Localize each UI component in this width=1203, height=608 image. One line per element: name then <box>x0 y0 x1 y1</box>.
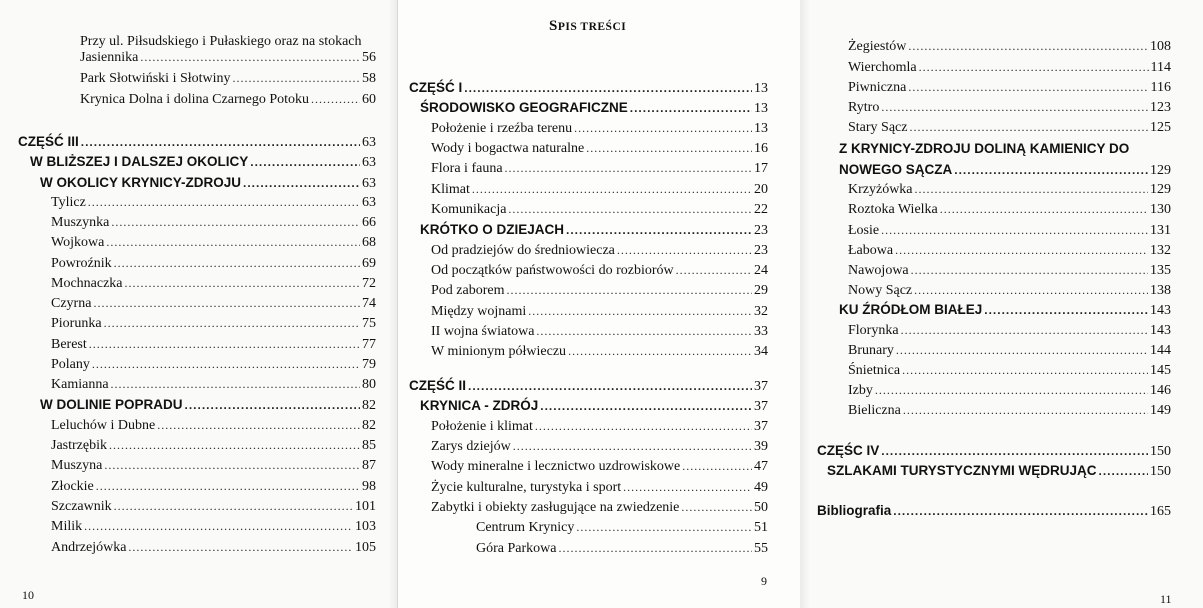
toc-entry-page: 55 <box>754 541 768 556</box>
toc-entry-label: Jasiennika <box>80 50 139 65</box>
toc-entry-label: Wojkowa <box>51 235 105 250</box>
toc-entry <box>431 304 768 324</box>
dot-leader <box>468 379 752 393</box>
toc-entry-label: Bieliczna <box>848 403 901 418</box>
toc-entry-page: 37 <box>754 399 768 414</box>
dot-leader <box>472 182 752 197</box>
toc-entry <box>848 39 1171 59</box>
toc-entry-label: SZLAKAMI TURYSTYCZNYMI WĘDRUJĄC <box>827 463 1097 478</box>
toc-entry-page: 101 <box>355 499 376 514</box>
dot-leader <box>908 80 1148 95</box>
toc-entry-page: 145 <box>1150 363 1171 378</box>
toc-entry-label: Krynica Dolna i dolina Czarnego Potoku <box>80 92 310 107</box>
toc-entry-label: Życie kulturalne, turystyka i sport <box>431 480 622 495</box>
toc-entry-label: Muszyna <box>51 458 103 473</box>
toc-entry-label: CZĘŚĆ III <box>18 134 79 149</box>
middle-page <box>397 0 801 608</box>
dot-leader <box>311 92 360 107</box>
toc-entry <box>848 283 1171 303</box>
toc-entry-page: 143 <box>1150 303 1171 318</box>
toc-entry-page: 32 <box>754 304 768 319</box>
dot-leader <box>682 459 752 474</box>
dot-leader <box>104 316 360 331</box>
toc-entry-label: CZĘŚC IV <box>817 443 880 458</box>
page-title-rest: PIS TREŚCI <box>557 21 627 33</box>
page-number: 10 <box>22 588 34 602</box>
toc-entry <box>80 92 376 112</box>
toc-section-entry <box>839 302 1171 322</box>
toc-entry <box>51 235 376 255</box>
toc-entry <box>51 377 376 397</box>
toc-entry-page: 63 <box>362 135 376 150</box>
toc-entry <box>848 80 1171 100</box>
toc-entry-label: CZĘŚĆ I <box>409 80 463 95</box>
toc-entry-page: 23 <box>754 243 768 258</box>
toc-entry-page: 68 <box>362 235 376 250</box>
toc-entry-page: 37 <box>754 379 768 394</box>
toc-entry <box>51 540 376 560</box>
toc-entry-page: 16 <box>754 141 768 156</box>
dot-leader <box>623 480 752 495</box>
toc-entry-label: Góra Parkowa <box>476 541 557 556</box>
dot-leader <box>895 243 1148 258</box>
toc-section-entry <box>420 100 768 120</box>
toc-section-entry <box>40 397 376 417</box>
dot-leader <box>96 479 360 494</box>
toc-entry-label: Rytro <box>848 100 880 115</box>
toc-entry <box>431 121 768 141</box>
toc-entry-label: Muszynka <box>51 215 110 230</box>
toc-entry <box>848 100 1171 120</box>
toc-section-entry <box>409 80 768 100</box>
toc-entry <box>431 141 768 161</box>
toc-section-entry <box>420 398 768 418</box>
toc-entry-label: W DOLINIE POPRADU <box>40 397 183 412</box>
toc-entry <box>431 324 768 344</box>
dot-leader <box>896 343 1148 358</box>
toc-entry-page: 47 <box>754 459 768 474</box>
toc-entry-page: 56 <box>362 50 376 65</box>
toc-entry-page: 82 <box>362 418 376 433</box>
toc-entry-page: 13 <box>754 101 768 116</box>
toc-section-entry <box>40 175 376 195</box>
toc-entry-page: 13 <box>754 81 768 96</box>
dot-leader <box>909 120 1148 135</box>
toc-entry-page: 51 <box>754 520 768 535</box>
toc-entry-page: 69 <box>362 256 376 271</box>
dot-leader <box>250 155 360 169</box>
toc-entry-page: 114 <box>1150 60 1171 75</box>
toc-entry-label: Milik <box>51 519 83 534</box>
dot-leader <box>535 419 752 434</box>
toc-entry <box>431 283 768 303</box>
dot-leader <box>140 50 360 65</box>
toc-entry <box>431 439 768 459</box>
dot-leader <box>513 439 752 454</box>
page-number: 11 <box>1160 592 1172 606</box>
toc-entry-page: 105 <box>355 540 376 555</box>
toc-entry <box>848 60 1171 80</box>
toc-entry-page: 129 <box>1150 182 1171 197</box>
dot-leader <box>919 60 1149 75</box>
dot-leader <box>243 176 360 190</box>
toc-entry-label: ŚRODOWISKO GEOGRAFICZNE <box>420 100 628 115</box>
toc-entry <box>431 459 768 479</box>
toc-entry-label: NOWEGO SĄCZA <box>839 162 953 177</box>
toc-entry-page: 165 <box>1150 504 1171 519</box>
toc-entry-label: Złockie <box>51 479 94 494</box>
toc-entry <box>431 500 768 520</box>
toc-entry-label: Komunikacja <box>431 202 507 217</box>
toc-entry-label: Wody mineralne i lecznictwo uzdrowiskowe <box>431 459 681 474</box>
toc-entry-label: Klimat <box>431 182 470 197</box>
toc-entry-page: 129 <box>1150 163 1171 178</box>
dot-leader <box>125 276 360 291</box>
toc-entry-page: 58 <box>362 71 376 86</box>
toc-entry-label: Nowy Sącz <box>848 283 913 298</box>
toc-entry-page: 63 <box>362 176 376 191</box>
toc-entry-label: Kamianna <box>51 377 109 392</box>
toc-entry-label: Wody i bogactwa naturalne <box>431 141 585 156</box>
toc-entry-label: Czyrna <box>51 296 92 311</box>
dot-leader <box>940 202 1148 217</box>
page-title <box>549 18 626 35</box>
toc-section-entry <box>817 503 1171 523</box>
toc-entry-page: 103 <box>355 519 376 534</box>
toc-entry-label: KRÓTKO O DZIEJACH <box>420 222 565 237</box>
dot-leader <box>903 403 1148 418</box>
toc-entry-page: 130 <box>1150 202 1171 217</box>
dot-leader <box>881 223 1148 238</box>
toc-entry <box>51 276 376 296</box>
toc-entry-page: 13 <box>754 121 768 136</box>
toc-entry-page: 60 <box>362 92 376 107</box>
toc-entry <box>51 195 376 215</box>
toc-entry <box>51 438 376 458</box>
toc-entry-label: Położenie i rzeźba terenu <box>431 121 573 136</box>
toc-entry-label: W BLIŻSZEJ I DALSZEJ OKOLICY <box>30 154 249 169</box>
dot-leader <box>881 444 1148 458</box>
toc-entry <box>431 263 768 283</box>
toc-entry-label: Piorunka <box>51 316 102 331</box>
toc-entry <box>476 541 768 561</box>
toc-entry-page: 75 <box>362 316 376 331</box>
toc-entry-page: 33 <box>754 324 768 339</box>
toc-entry-label: Śnietnica <box>848 363 901 378</box>
toc-intro-line: Przy ul. Piłsudskiego i Pułaskiego oraz na stokach <box>80 34 362 49</box>
toc-entry-label: Pod zaborem <box>431 283 505 298</box>
toc-entry-page: 20 <box>754 182 768 197</box>
left-page <box>0 0 397 608</box>
toc-entry-page: 149 <box>1150 403 1171 418</box>
toc-entry <box>51 296 376 316</box>
toc-entry-label: Berest <box>51 337 87 352</box>
toc-entry-page: 108 <box>1150 39 1171 54</box>
toc-entry <box>431 480 768 500</box>
toc-entry <box>848 383 1171 403</box>
toc-entry-label: II wojna światowa <box>431 324 535 339</box>
toc-section-entry <box>817 443 1171 463</box>
toc-entry <box>431 243 768 263</box>
toc-entry <box>848 323 1171 343</box>
dot-leader <box>681 500 752 515</box>
dot-leader <box>185 398 360 412</box>
toc-entry-page: 63 <box>362 195 376 210</box>
toc-entry-page: 135 <box>1150 263 1171 278</box>
toc-entry-label: Flora i fauna <box>431 161 503 176</box>
toc-entry-label: Stary Sącz <box>848 120 908 135</box>
toc-entry-label: Nawojowa <box>848 263 909 278</box>
toc-section-entry <box>18 134 376 154</box>
toc-entry-page: 17 <box>754 161 768 176</box>
dot-leader <box>630 101 752 115</box>
toc-entry <box>848 363 1171 383</box>
dot-leader <box>558 541 752 556</box>
toc-entry <box>51 337 376 357</box>
toc-entry-page: 143 <box>1150 323 1171 338</box>
toc-entry-label: Położenie i klimat <box>431 419 533 434</box>
dot-leader <box>111 215 360 230</box>
toc-entry-label: Andrzejówka <box>51 540 127 555</box>
dot-leader <box>84 519 353 534</box>
toc-entry <box>431 161 768 181</box>
dot-leader <box>540 399 752 413</box>
toc-entry-page: 49 <box>754 480 768 495</box>
dot-leader <box>89 337 360 352</box>
toc-entry <box>848 182 1171 202</box>
toc-entry-label: Centrum Krynicy <box>476 520 575 535</box>
toc-entry <box>848 202 1171 222</box>
toc-entry-page: 29 <box>754 283 768 298</box>
toc-entry-page: 123 <box>1150 100 1171 115</box>
toc-entry-label: Krzyżówka <box>848 182 913 197</box>
toc-entry <box>431 419 768 439</box>
toc-entry-page: 138 <box>1150 283 1171 298</box>
toc-entry <box>51 357 376 377</box>
toc-entry <box>80 50 376 70</box>
dot-leader <box>111 377 360 392</box>
page-number: 9 <box>761 574 767 588</box>
page-title-initial: S <box>549 18 558 34</box>
toc-entry <box>80 71 376 91</box>
toc-entry-label: Łosie <box>848 223 880 238</box>
toc-entry-label: Powroźnik <box>51 256 112 271</box>
dot-leader <box>88 195 360 210</box>
dot-leader <box>954 163 1148 177</box>
toc-entry <box>51 256 376 276</box>
dot-leader <box>566 223 752 237</box>
toc-entry-label: Bibliografia <box>817 503 892 518</box>
toc-entry-label: Izby <box>848 383 873 398</box>
dot-leader <box>901 323 1148 338</box>
dot-leader <box>1099 464 1149 478</box>
toc-entry <box>848 120 1171 140</box>
toc-entry-label: W minionym półwieczu <box>431 344 567 359</box>
toc-entry <box>431 202 768 222</box>
toc-entry-label: Brunary <box>848 343 894 358</box>
toc-entry-label: Polany <box>51 357 90 372</box>
toc-entry-page: 23 <box>754 223 768 238</box>
toc-entry-page: 150 <box>1150 464 1171 479</box>
toc-entry-page: 63 <box>362 155 376 170</box>
dot-leader <box>464 81 752 95</box>
dot-leader <box>893 504 1148 518</box>
toc-entry-label: Leluchów i Dubne <box>51 418 156 433</box>
toc-entry-label: Zarys dziejów <box>431 439 511 454</box>
toc-entry-label: Park Słotwiński i Słotwiny <box>80 71 231 86</box>
toc-entry-label: KU ŹRÓDŁOM BIAŁEJ <box>839 302 983 317</box>
toc-entry <box>848 243 1171 263</box>
dot-leader <box>128 540 353 555</box>
dot-leader <box>568 344 752 359</box>
toc-entry-label: Tylicz <box>51 195 86 210</box>
toc-entry-page: 131 <box>1150 223 1171 238</box>
toc-entry-page: 39 <box>754 439 768 454</box>
toc-entry-label: Mochnaczka <box>51 276 123 291</box>
toc-entry <box>51 418 376 438</box>
dot-leader <box>528 304 752 319</box>
toc-entry-label: Między wojnami <box>431 304 527 319</box>
toc-entry-page: 87 <box>362 458 376 473</box>
toc-section-heading: Z KRYNICY-ZDROJU DOLINĄ KAMIENICY DO <box>839 141 1130 156</box>
toc-entry-label: Roztoka Wielka <box>848 202 938 217</box>
toc-entry <box>51 479 376 499</box>
dot-leader <box>576 520 752 535</box>
toc-section-entry <box>409 378 768 398</box>
toc-entry-page: 80 <box>362 377 376 392</box>
toc-entry <box>848 403 1171 423</box>
dot-leader <box>902 363 1148 378</box>
toc-entry <box>848 263 1171 283</box>
dot-leader <box>106 235 360 250</box>
toc-entry-label: Piwniczna <box>848 80 907 95</box>
toc-entry-label: Od początków państwowości do rozbiorów <box>431 263 674 278</box>
toc-entry <box>431 344 768 364</box>
toc-entry <box>848 223 1171 243</box>
dot-leader <box>676 263 752 278</box>
dot-leader <box>586 141 752 156</box>
toc-entry-page: 85 <box>362 438 376 453</box>
toc-section-entry <box>827 463 1171 483</box>
toc-entry-label: KRYNICA - ZDRÓJ <box>420 398 539 413</box>
toc-entry-page: 116 <box>1150 80 1171 95</box>
toc-section-entry <box>839 162 1171 182</box>
toc-entry-page: 132 <box>1150 243 1171 258</box>
toc-entry-page: 146 <box>1150 383 1171 398</box>
dot-leader <box>92 357 360 372</box>
toc-entry-label: Jastrzębik <box>51 438 107 453</box>
toc-entry-page: 37 <box>754 419 768 434</box>
toc-entry-label: Żegiestów <box>848 39 907 54</box>
dot-leader <box>81 135 360 149</box>
dot-leader <box>104 458 360 473</box>
dot-leader <box>505 161 752 176</box>
dot-leader <box>908 39 1148 54</box>
toc-entry <box>476 520 768 540</box>
toc-section-entry <box>420 222 768 242</box>
toc-entry <box>51 499 376 519</box>
toc-entry-page: 79 <box>362 357 376 372</box>
toc-entry <box>51 316 376 336</box>
toc-entry-page: 24 <box>754 263 768 278</box>
dot-leader <box>157 418 360 433</box>
toc-entry-page: 74 <box>362 296 376 311</box>
toc-entry <box>51 458 376 478</box>
toc-entry-page: 66 <box>362 215 376 230</box>
toc-entry-page: 22 <box>754 202 768 217</box>
dot-leader <box>506 283 752 298</box>
dot-leader <box>233 71 360 86</box>
toc-entry-label: Florynka <box>848 323 899 338</box>
toc-entry-page: 98 <box>362 479 376 494</box>
dot-leader <box>911 263 1148 278</box>
dot-leader <box>574 121 752 136</box>
toc-entry <box>848 343 1171 363</box>
toc-entry <box>51 215 376 235</box>
dot-leader <box>114 256 360 271</box>
toc-entry-page: 77 <box>362 337 376 352</box>
dot-leader <box>109 438 360 453</box>
toc-entry-page: 150 <box>1150 444 1171 459</box>
toc-entry-page: 50 <box>754 500 768 515</box>
toc-entry-page: 34 <box>754 344 768 359</box>
dot-leader <box>93 296 360 311</box>
toc-entry-label: W OKOLICY KRYNICY-ZDROJU <box>40 175 242 190</box>
toc-entry-label: CZĘŚĆ II <box>409 378 467 393</box>
toc-entry-label: Szczawnik <box>51 499 112 514</box>
dot-leader <box>914 283 1148 298</box>
dot-leader <box>881 100 1148 115</box>
dot-leader <box>915 182 1148 197</box>
toc-entry-label: Wierchomla <box>848 60 917 75</box>
toc-entry-page: 144 <box>1150 343 1171 358</box>
toc-section-entry <box>30 154 376 174</box>
dot-leader <box>617 243 752 258</box>
dot-leader <box>984 303 1148 317</box>
toc-entry-label: Zabytki i obiekty zasługujące na zwiedzenie <box>431 500 680 515</box>
dot-leader <box>508 202 752 217</box>
right-page <box>800 0 1203 608</box>
toc-entry-page: 125 <box>1150 120 1171 135</box>
toc-entry <box>51 519 376 539</box>
dot-leader <box>114 499 353 514</box>
toc-entry-page: 82 <box>362 398 376 413</box>
dot-leader <box>536 324 752 339</box>
toc-entry <box>431 182 768 202</box>
toc-entry-label: Łabowa <box>848 243 894 258</box>
toc-entry-page: 72 <box>362 276 376 291</box>
dot-leader <box>875 383 1148 398</box>
toc-entry-label: Od pradziejów do średniowiecza <box>431 243 615 258</box>
